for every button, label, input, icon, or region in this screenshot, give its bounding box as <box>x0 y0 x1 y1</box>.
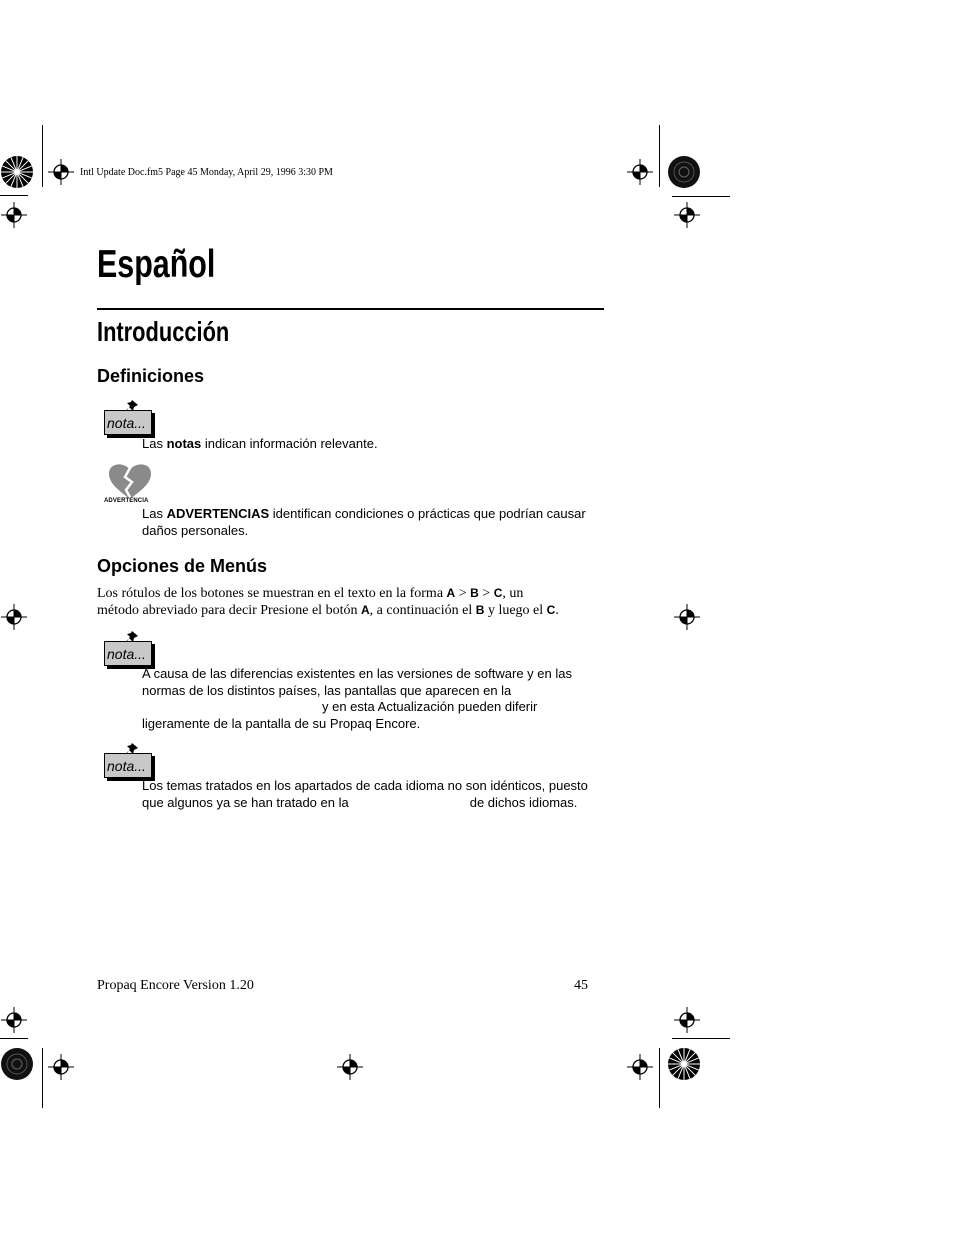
button-ref: B <box>475 603 485 617</box>
starburst-mark-top-left <box>0 155 34 189</box>
opciones-text: , a continuación el <box>369 603 476 618</box>
file-info-header: Intl Update Doc.fm5 Page 45 Monday, April 29, 1996 3:30 PM <box>80 167 333 178</box>
note-text <box>142 778 588 811</box>
warning-text-pre: Las <box>142 506 167 521</box>
warning-text <box>142 506 586 539</box>
crosshair-mark <box>1 1007 27 1033</box>
crosshair-mark <box>1 604 27 630</box>
page-number: 45 <box>574 978 588 993</box>
footer-version: Propaq Encore Version 1.20 <box>97 978 254 993</box>
section-title: Introducción <box>97 316 230 347</box>
crosshair-mark <box>627 1054 653 1080</box>
title-rule <box>97 308 604 310</box>
note-line: y en esta Actualización pueden diferir <box>322 699 538 714</box>
opciones-text: . <box>555 603 559 618</box>
warning-text-post: identifican condiciones o prácticas que podrían causar <box>269 506 586 521</box>
opciones-text: método abreviado para decir Presione el botón <box>97 603 361 618</box>
note-line: de dichos idiomas. <box>469 794 578 810</box>
crosshair-mark <box>674 202 700 228</box>
opciones-text: y luego el <box>484 603 547 618</box>
separator: > <box>455 586 471 601</box>
definiciones-heading: Definiciones <box>97 366 205 386</box>
warning-text-line2: daños personales. <box>142 522 249 538</box>
crosshair-mark <box>1 202 27 228</box>
note-text-bold: notas <box>166 436 202 451</box>
note-line: Los temas tratados en los apartados de cada idioma no son idénticos, puesto <box>142 778 588 793</box>
opciones-paragraph <box>97 585 559 619</box>
starburst-mark-bottom-left <box>0 1047 34 1081</box>
crosshair-mark <box>627 159 653 185</box>
broken-heart-icon <box>107 462 153 500</box>
crosshair-mark <box>674 604 700 630</box>
note-label: nota... <box>104 641 152 666</box>
note-text <box>142 436 378 453</box>
opciones-text: Los rótulos de los botones se muestran en el texto en la forma <box>97 586 447 601</box>
crosshair-mark <box>674 1007 700 1033</box>
crosshair-mark <box>48 159 74 185</box>
note-line: que algunos ya se han tratado en la <box>142 794 349 810</box>
note-text-pre: Las <box>142 436 167 451</box>
opciones-text: , un <box>502 586 524 601</box>
note-label: nota... <box>104 410 152 435</box>
button-ref: C <box>546 603 556 617</box>
note-line: normas de los distintos países, las pantallas que aparecen en la <box>142 682 512 698</box>
note-line: A causa de las diferencias existentes en las versiones de software y en las <box>142 666 572 681</box>
button-ref: A <box>360 603 370 617</box>
crosshair-mark <box>337 1054 363 1080</box>
button-ref: B <box>470 586 479 600</box>
separator: > <box>478 586 494 601</box>
note-text <box>142 666 572 732</box>
starburst-mark-top-right <box>667 155 701 189</box>
note-line: ligeramente de la pantalla de su Propaq Encore. <box>142 715 421 731</box>
crosshair-mark <box>48 1054 74 1080</box>
starburst-mark-bottom-right <box>667 1047 701 1081</box>
button-ref: A <box>446 586 456 600</box>
note-text-post: indican información relevante. <box>201 436 378 451</box>
warning-icon-label: ADVERTENCIA <box>104 498 149 504</box>
warning-text-bold: ADVERTENCIAS <box>166 506 270 521</box>
button-ref: C <box>493 586 503 600</box>
opciones-heading: Opciones de Menús <box>97 556 268 576</box>
note-label: nota... <box>104 753 152 778</box>
page-title: Español <box>97 243 216 286</box>
